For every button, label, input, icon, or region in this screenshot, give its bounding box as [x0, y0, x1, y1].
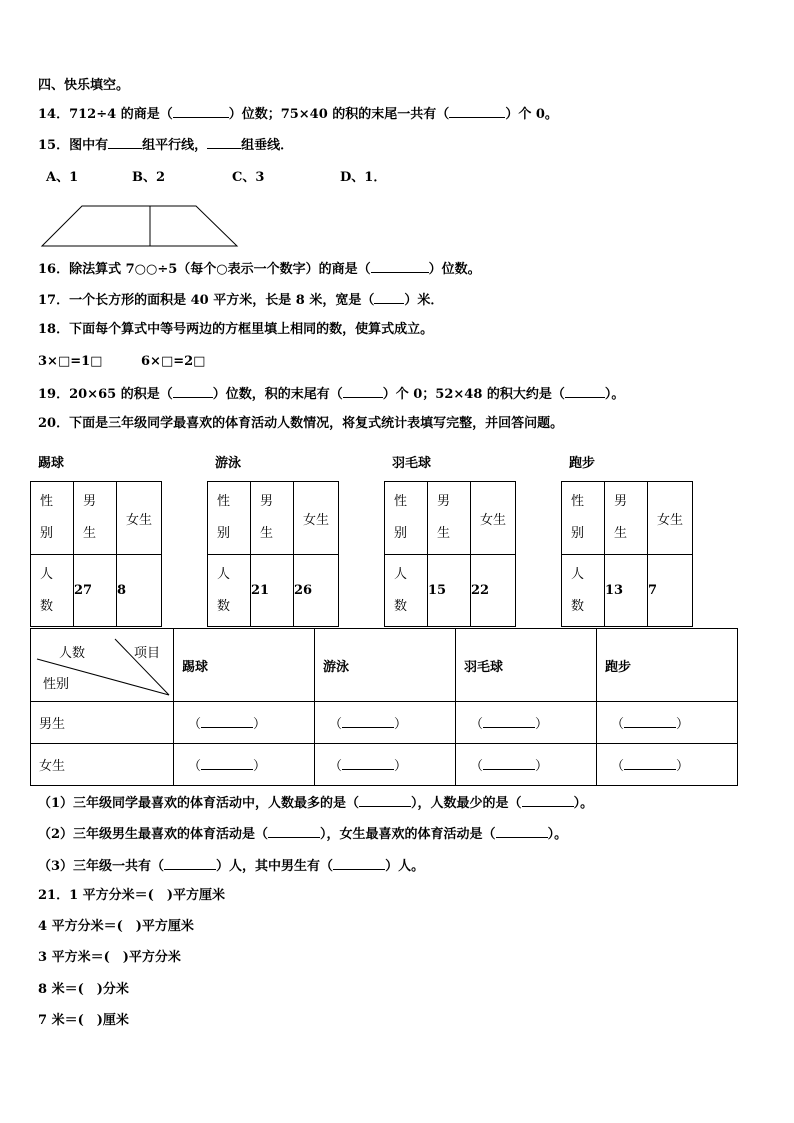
paren-open: （ — [611, 717, 625, 732]
q16-blank[interactable] — [371, 260, 429, 273]
cell-girls-badminton[interactable] — [456, 744, 597, 786]
row-header-boys: 男生 — [31, 702, 174, 744]
fill-blank[interactable] — [201, 715, 253, 728]
sub3-blank-1[interactable] — [164, 857, 216, 870]
q15-option-b[interactable]: B、2 — [132, 170, 166, 185]
q21-line-1: 21．1 平方分米＝( )平方厘米 — [38, 888, 225, 903]
q14-text-b: ）位数；75×40 的积的末尾一共有（ — [228, 107, 450, 122]
sub1-blank-2[interactable] — [522, 794, 574, 807]
section-title: 四、快乐填空。 — [38, 78, 130, 93]
label-shu: 数 — [571, 598, 585, 614]
paren-open: （ — [470, 717, 484, 732]
running-girls-count: 7 — [648, 555, 693, 627]
label-ren: 人 — [394, 566, 408, 582]
label-shu: 数 — [394, 598, 408, 614]
paren-close: ） — [253, 717, 267, 732]
q21-line-4: 8 米＝( )分米 — [38, 982, 129, 997]
kick-boys-count: 27 — [74, 555, 117, 627]
q15-option-d[interactable]: D、1． — [340, 170, 387, 185]
label-xing: 性 — [40, 494, 54, 509]
q18-equation-1: 3×□=1□ — [38, 354, 103, 369]
label-sheng: 生 — [614, 526, 628, 541]
label-xing: 性 — [217, 494, 231, 509]
fill-blank[interactable] — [483, 715, 535, 728]
q19-text-c: ）个 0；52×48 的积大约是（ — [382, 387, 565, 402]
q15-text-b: 组平行线， — [142, 138, 208, 153]
q16-text-a: 16．除法算式 7○○÷5（每个○表示一个数字）的商是（ — [38, 262, 371, 277]
fill-blank[interactable] — [624, 715, 676, 728]
cell-girls-swim[interactable] — [315, 744, 456, 786]
sub3-text-c: ）人。 — [385, 859, 425, 874]
badminton-boys-count: 15 — [428, 555, 471, 627]
label-shu: 数 — [40, 598, 54, 614]
paren-close: ） — [253, 759, 267, 774]
q18-equation-2: 6×□=2□ — [141, 354, 206, 369]
badminton-girls-count: 22 — [471, 555, 516, 627]
paren-open: （ — [329, 759, 343, 774]
label-sheng: 生 — [260, 526, 274, 541]
combined-stats-table — [30, 628, 738, 786]
cell-boys-running[interactable] — [597, 702, 738, 744]
q16-text-b: ）位数。 — [428, 262, 481, 277]
q19-blank-3[interactable] — [565, 385, 605, 398]
sub2-text-b: ），女生最喜欢的体育活动是（ — [320, 827, 496, 842]
question-17 — [38, 291, 443, 309]
trapezoid-figure — [38, 204, 242, 250]
sub2-blank-2[interactable] — [496, 825, 548, 838]
question-14 — [38, 105, 558, 123]
sub1-text-a: （1）三年级同学最喜欢的体育活动中，人数最多的是（ — [38, 796, 360, 811]
label-girls: 女生 — [471, 482, 516, 555]
q15-option-a[interactable]: A、1 — [46, 170, 79, 185]
cell-girls-running[interactable] — [597, 744, 738, 786]
q19-blank-1[interactable] — [173, 385, 213, 398]
diagonal-header-cell — [31, 629, 174, 702]
cell-girls-kick[interactable] — [174, 744, 315, 786]
q19-text-d: ）。 — [604, 387, 625, 402]
small-table-running — [561, 481, 693, 627]
sub3-blank-2[interactable] — [333, 857, 385, 870]
paren-open: （ — [188, 717, 202, 732]
column-header-running: 跑步 — [597, 629, 738, 702]
kick-girls-count: 8 — [117, 555, 162, 627]
cell-boys-badminton[interactable] — [456, 702, 597, 744]
fill-blank[interactable] — [342, 757, 394, 770]
q15-option-c[interactable]: C、3 — [232, 170, 265, 185]
fill-blank[interactable] — [624, 757, 676, 770]
question-16 — [38, 260, 481, 278]
label-shu: 数 — [217, 598, 231, 614]
label-ren: 人 — [40, 566, 54, 582]
label-bie: 别 — [217, 526, 231, 541]
fill-blank[interactable] — [201, 757, 253, 770]
paren-close: ） — [394, 759, 408, 774]
q15-text-c: 组垂线． — [241, 138, 294, 153]
q21-line-3: 3 平方米＝( )平方分米 — [38, 950, 181, 965]
q21-line-5: 7 米＝( )厘米 — [38, 1013, 129, 1028]
label-sheng: 生 — [83, 526, 97, 541]
label-bie: 别 — [394, 526, 408, 541]
question-20: 20．下面是三年级同学最喜欢的体育活动人数情况，将复式统计表填写完整，并回答问题。 — [38, 416, 564, 431]
q20-sub-3 — [38, 857, 424, 875]
small-table-swim — [207, 481, 339, 627]
q19-text-b: ）位数，积的末尾有（ — [212, 387, 343, 402]
label-ren: 人 — [217, 566, 231, 582]
paren-close: ） — [676, 759, 690, 774]
q14-text-a: 14．712÷4 的商是（ — [38, 107, 173, 122]
small-table-kick — [30, 481, 162, 627]
sub1-text-c: ）。 — [573, 796, 594, 811]
sub2-text-a: （2）三年级男生最喜欢的体育活动是（ — [38, 827, 269, 842]
question-18: 18．下面每个算式中等号两边的方框里填上相同的数，使算式成立。 — [38, 322, 434, 337]
q20-sub-2 — [38, 825, 567, 843]
label-bie: 别 — [40, 526, 54, 541]
small-table-title-4: 跑步 — [569, 456, 596, 471]
row-header-girls: 女生 — [31, 744, 174, 786]
q14-text-c: ）个 0。 — [505, 107, 558, 122]
q19-text-a: 19．20×65 的积是（ — [38, 387, 173, 402]
cell-boys-kick[interactable] — [174, 702, 315, 744]
diag-label-xiangmu: 项目 — [134, 646, 161, 661]
q15-text-a: 15．图中有 — [38, 138, 109, 153]
column-header-swim: 游泳 — [315, 629, 456, 702]
sub2-blank-1[interactable] — [268, 825, 320, 838]
q15-blank-1[interactable] — [108, 136, 142, 149]
sub3-text-b: ）人，其中男生有（ — [216, 859, 334, 874]
paren-close: ） — [535, 759, 549, 774]
diag-label-renshu: 人数 — [59, 646, 86, 661]
q14-blank-1[interactable] — [173, 105, 229, 118]
sub3-text-a: （3）三年级一共有（ — [38, 859, 165, 874]
label-nan: 男 — [614, 494, 628, 509]
q17-blank[interactable] — [374, 291, 404, 304]
q19-blank-2[interactable] — [343, 385, 383, 398]
q14-blank-2[interactable] — [449, 105, 505, 118]
cell-boys-swim[interactable] — [315, 702, 456, 744]
q17-text-a: 17．一个长方形的面积是 40 平方米，长是 8 米，宽是（ — [38, 293, 375, 308]
sub1-text-b: ），人数最少的是（ — [411, 796, 522, 811]
diag-label-xingbie: 性别 — [43, 677, 70, 692]
label-nan: 男 — [260, 494, 274, 509]
label-xing: 性 — [571, 494, 585, 509]
label-ren: 人 — [571, 566, 585, 582]
running-boys-count: 13 — [605, 555, 648, 627]
paren-open: （ — [188, 759, 202, 774]
small-table-badminton — [384, 481, 516, 627]
small-table-title-2: 游泳 — [215, 456, 242, 471]
question-19 — [38, 385, 624, 403]
paren-close: ） — [394, 717, 408, 732]
q17-text-b: ）米． — [404, 293, 444, 308]
swim-girls-count: 26 — [294, 555, 339, 627]
label-sheng: 生 — [437, 526, 451, 541]
paren-close: ） — [676, 717, 690, 732]
sub2-text-c: ）。 — [547, 827, 568, 842]
sub1-blank-1[interactable] — [359, 794, 411, 807]
column-header-kick: 踢球 — [174, 629, 315, 702]
paren-close: ） — [535, 717, 549, 732]
label-xing: 性 — [394, 494, 408, 509]
q15-blank-2[interactable] — [207, 136, 241, 149]
question-15 — [38, 136, 293, 154]
fill-blank[interactable] — [342, 715, 394, 728]
q20-sub-1 — [38, 794, 593, 812]
column-header-badminton: 羽毛球 — [456, 629, 597, 702]
label-bie: 别 — [571, 526, 585, 541]
paren-open: （ — [611, 759, 625, 774]
small-table-title-3: 羽毛球 — [392, 456, 432, 471]
q21-line-2: 4 平方分米＝( )平方厘米 — [38, 919, 194, 934]
small-table-title-1: 踢球 — [38, 456, 65, 471]
label-nan: 男 — [83, 494, 97, 509]
swim-boys-count: 21 — [251, 555, 294, 627]
fill-blank[interactable] — [483, 757, 535, 770]
paren-open: （ — [470, 759, 484, 774]
paren-open: （ — [329, 717, 343, 732]
label-girls: 女生 — [117, 482, 162, 555]
label-girls: 女生 — [294, 482, 339, 555]
label-nan: 男 — [437, 494, 451, 509]
label-girls: 女生 — [648, 482, 693, 555]
